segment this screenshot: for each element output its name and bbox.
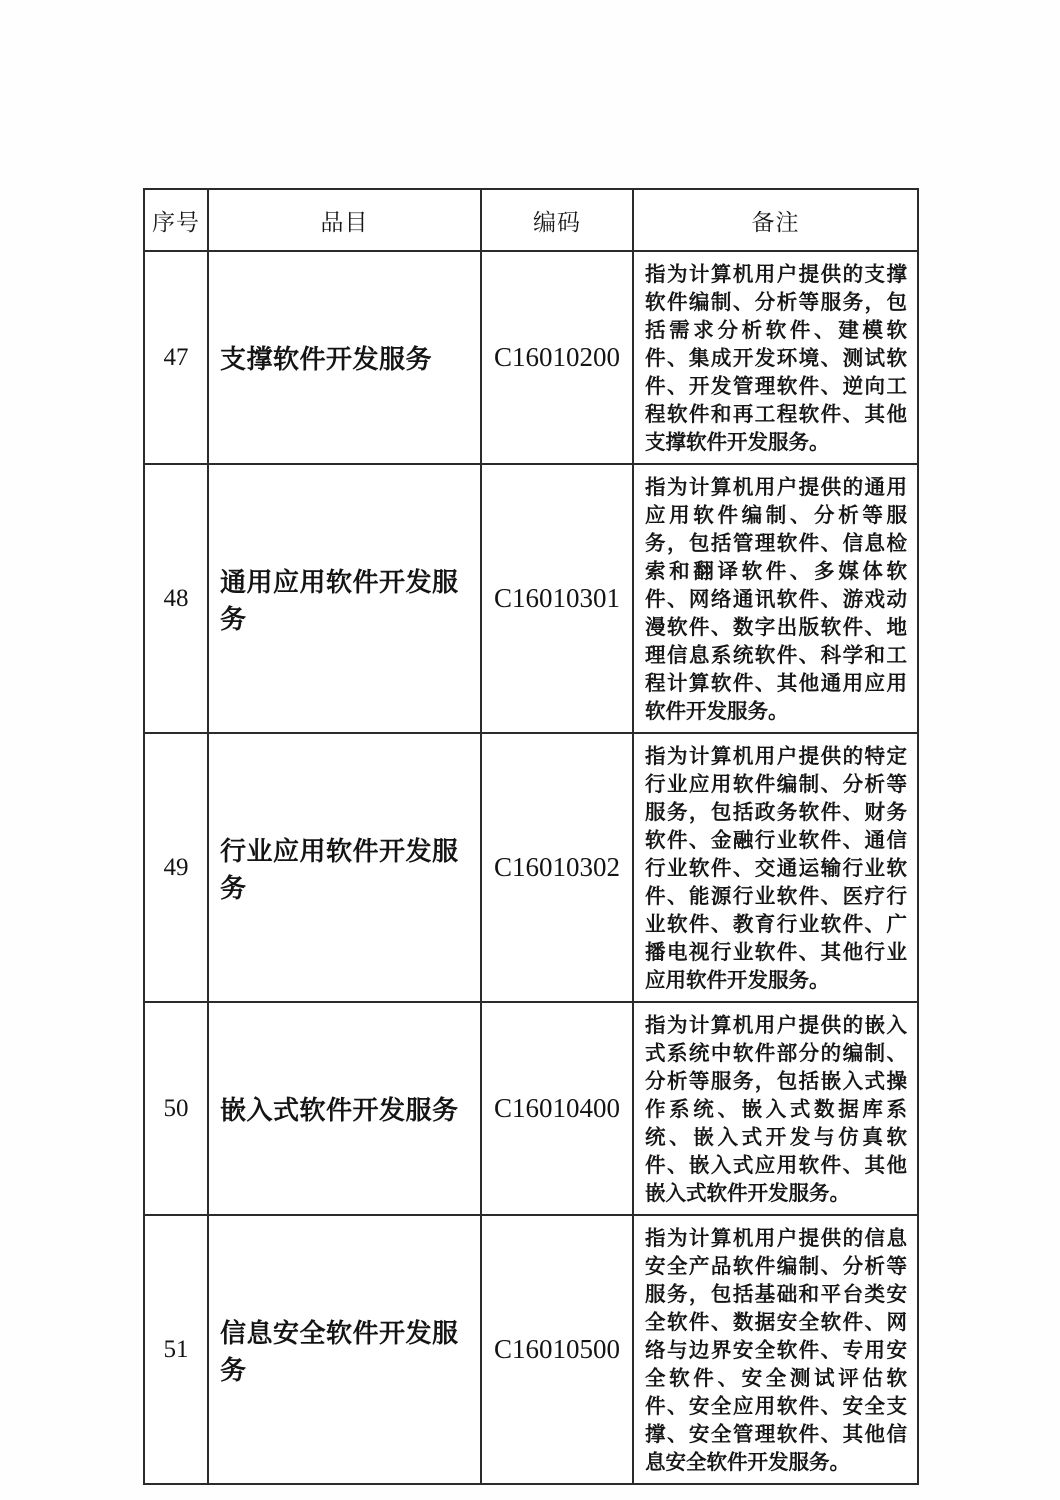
row-number: 49 <box>144 733 208 1002</box>
item-remark <box>633 733 918 1002</box>
item-name: 支撑软件开发服务 <box>208 251 481 464</box>
item-code: C16010400 <box>481 1002 633 1215</box>
row-number: 47 <box>144 251 208 464</box>
table-row <box>144 1002 918 1215</box>
remark-text: 指为计算机用户提供的支撑软件编制、分析等服务，包括需求分析软件、建模软件、集成开发环境、测试软件、开发管理软件、逆向工程软件和再工程软件、其他支撑软件开发服务。 <box>645 263 907 454</box>
item-remark <box>633 1215 918 1484</box>
item-name: 信息安全软件开发服务 <box>208 1215 481 1484</box>
remark-text: 指为计算机用户提供的信息安全产品软件编制、分析等服务，包括基础和平台类安全软件、数据安全软件、网络与边界安全软件、专用安全软件、安全测试评估软件、安全应用软件、安全支撑、安全管理软件、其他信息安全软件开发服务。 <box>645 1227 907 1474</box>
row-number: 48 <box>144 464 208 733</box>
item-name: 嵌入式软件开发服务 <box>208 1002 481 1215</box>
table-header-row <box>144 189 918 251</box>
item-name: 通用应用软件开发服务 <box>208 464 481 733</box>
remark-text: 指为计算机用户提供的嵌入式系统中软件部分的编制、分析等服务，包括嵌入式操作系统、嵌入式数据库系统、嵌入式开发与仿真软件、嵌入式应用软件、其他嵌入式软件开发服务。 <box>645 1014 907 1205</box>
item-name: 行业应用软件开发服务 <box>208 733 481 1002</box>
header-cell-code: 编码 <box>481 189 633 251</box>
item-code: C16010500 <box>481 1215 633 1484</box>
item-remark <box>633 1002 918 1215</box>
table-row <box>144 733 918 1002</box>
item-code: C16010302 <box>481 733 633 1002</box>
row-number: 50 <box>144 1002 208 1215</box>
row-number: 51 <box>144 1215 208 1484</box>
table-row <box>144 1215 918 1484</box>
item-remark <box>633 251 918 464</box>
header-cell-item: 品目 <box>208 189 481 251</box>
procurement-catalog-table <box>143 188 919 1485</box>
table-row <box>144 464 918 733</box>
item-code: C16010200 <box>481 251 633 464</box>
remark-text: 指为计算机用户提供的特定行业应用软件编制、分析等服务，包括政务软件、财务软件、金融行业软件、通信行业软件、交通运输行业软件、能源行业软件、医疗行业软件、教育行业软件、广播电视行业软件、其他行业应用软件开发服务。 <box>645 745 907 992</box>
header-cell-note: 备注 <box>633 189 918 251</box>
header-cell-no: 序号 <box>144 189 208 251</box>
item-remark <box>633 464 918 733</box>
table-row <box>144 251 918 464</box>
item-code: C16010301 <box>481 464 633 733</box>
remark-text: 指为计算机用户提供的通用应用软件编制、分析等服务，包括管理软件、信息检索和翻译软件、多媒体软件、网络通讯软件、游戏动漫软件、数字出版软件、地理信息系统软件、科学和工程计算软件、其他通用应用软件开发服务。 <box>645 476 907 723</box>
